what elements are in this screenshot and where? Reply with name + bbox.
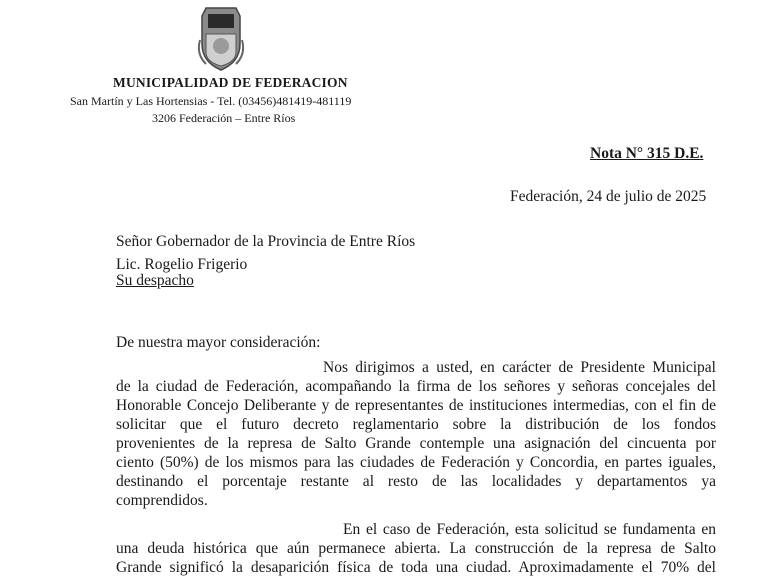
paragraph-line: Nos dirigimos a usted, en carácter de Presidente Municipal: [323, 359, 716, 376]
paragraph-line: una deuda histórica que aún permanece abierta. La construcción de la represa de Salto: [116, 540, 716, 557]
paragraph-line: de la ciudad de Federación, acompañando la firma de los señores y señoras concejales del: [116, 378, 716, 395]
paragraph-line: Grande significó la desaparición física de toda una ciudad. Aproximadamente el 70% del: [116, 559, 716, 576]
paragraph-line: ciento (50%) de los mismos para las ciudades de Federación y Concordia, en partes iguales,: [116, 454, 716, 471]
recipient-name: Lic. Rogelio Frigerio: [116, 256, 248, 273]
salutation: De nuestra mayor consideración:: [116, 334, 321, 351]
organization-address: San Martín y Las Hortensias - Tel. (03456)481419-481119: [70, 94, 352, 108]
organization-city: 3206 Federación – Entre Ríos: [152, 111, 296, 125]
organization-name: MUNICIPALIDAD DE FEDERACION: [113, 75, 348, 90]
municipal-seal-icon: [196, 4, 246, 74]
paragraph-line: En el caso de Federación, esta solicitud se fundamenta en: [343, 521, 716, 538]
paragraph-line: provenientes de la represa de Salto Grande contemple una asignación del cincuenta por: [116, 435, 716, 452]
recipient-title: Señor Gobernador de la Provincia de Entre Ríos: [116, 233, 416, 250]
paragraph-line: Honorable Concejo Deliberante y de representantes de instituciones intermedias, con el fin de: [116, 397, 716, 414]
letter-date: Federación, 24 de julio de 2025: [510, 188, 707, 205]
note-number: Nota N° 315 D.E.: [590, 145, 704, 162]
paragraph-line: comprendidos.: [116, 492, 208, 509]
recipient-office: Su despacho: [116, 272, 194, 289]
paragraph-line: solicitar que el futuro decreto reglamentario sobre la distribución de los fondos: [116, 416, 716, 433]
paragraph-line: destinando el porcentaje restante al resto de las localidades y departamentos ya: [116, 473, 716, 490]
paragraph-2: [116, 520, 716, 577]
paragraph-1: [116, 358, 716, 510]
